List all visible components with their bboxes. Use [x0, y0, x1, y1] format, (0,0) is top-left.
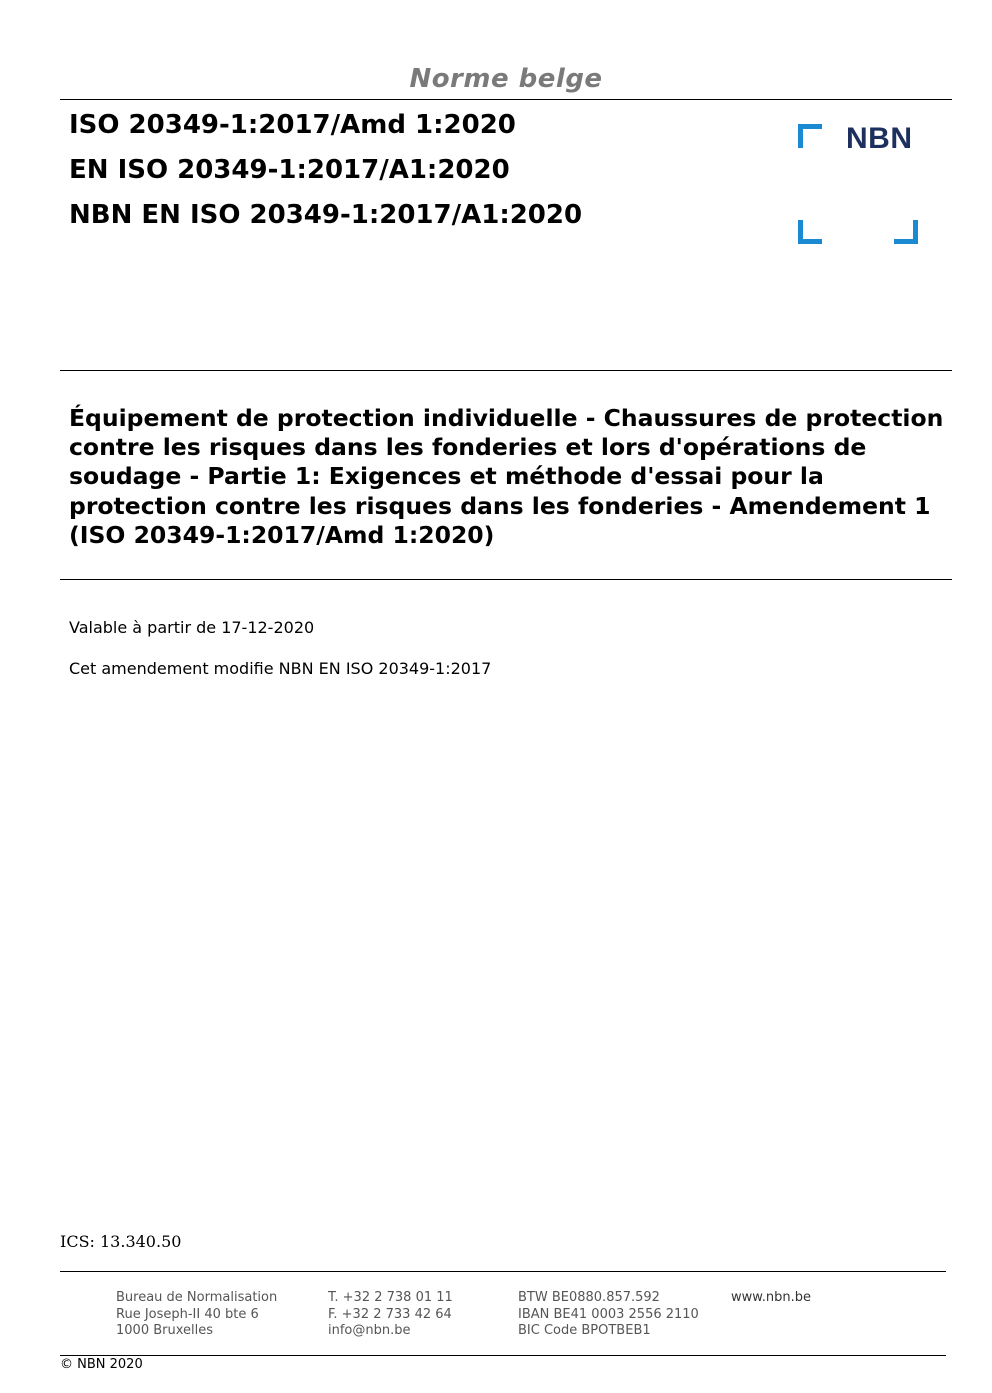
ics-code: ICS: 13.340.50	[60, 1232, 182, 1251]
title-top-divider	[60, 370, 952, 371]
address-line: Rue Joseph-II 40 bte 6	[116, 1306, 259, 1322]
modifies-text: Cet amendement modifie NBN EN ISO 20349-1:2017	[69, 659, 492, 678]
title-line: protection contre les risques dans les fonderies - Amendement 1	[69, 491, 931, 520]
website-link[interactable]: www.nbn.be	[731, 1290, 811, 1305]
nbn-logo	[798, 124, 922, 248]
footer-address	[116, 1290, 277, 1340]
standard-en-iso: EN ISO 20349-1:2017/A1:2020	[69, 155, 510, 185]
standard-nbn-en-iso: NBN EN ISO 20349-1:2017/A1:2020	[69, 200, 583, 230]
title-line: soudage - Partie 1: Exigences et méthode d'essai pour la	[69, 462, 824, 491]
fax-number: F. +32 2 733 42 64	[328, 1306, 452, 1322]
logo-corner-bottom-right-v	[913, 220, 918, 244]
address-line: Bureau de Normalisation	[116, 1290, 278, 1305]
bic-code: BIC Code BPOTBEB1	[518, 1323, 651, 1338]
footer-website	[731, 1290, 811, 1307]
email-address[interactable]: info@nbn.be	[328, 1323, 411, 1338]
phone-number: T. +32 2 738 01 11	[328, 1290, 453, 1305]
footer-top-divider	[60, 1271, 946, 1272]
address-line: 1000 Bruxelles	[116, 1323, 214, 1338]
logo-corner-bottom-left-v	[798, 220, 803, 244]
valid-from-text: Valable à partir de 17-12-2020	[69, 618, 315, 637]
footer-contact	[328, 1290, 453, 1340]
header-divider	[60, 99, 952, 100]
title-line: (ISO 20349-1:2017/Amd 1:2020)	[69, 520, 495, 549]
copyright-text: © NBN 2020	[60, 1357, 143, 1372]
logo-text: NBN	[846, 122, 913, 155]
logo-corner-top-left-v	[798, 124, 803, 148]
norme-belge-label: Norme belge	[409, 64, 603, 94]
title-bottom-divider	[60, 579, 952, 580]
document-title	[69, 404, 949, 550]
title-line: Équipement de protection individuelle - Chaussures de protection	[69, 404, 944, 432]
footer-bottom-divider	[60, 1355, 946, 1356]
iban-number: IBAN BE41 0003 2556 2110	[518, 1306, 699, 1322]
title-line: contre les risques dans les fonderies et lors d'opérations de	[69, 433, 867, 462]
vat-number: BTW BE0880.857.592	[518, 1290, 660, 1305]
standard-iso: ISO 20349-1:2017/Amd 1:2020	[69, 110, 516, 140]
footer-bank	[518, 1290, 699, 1340]
